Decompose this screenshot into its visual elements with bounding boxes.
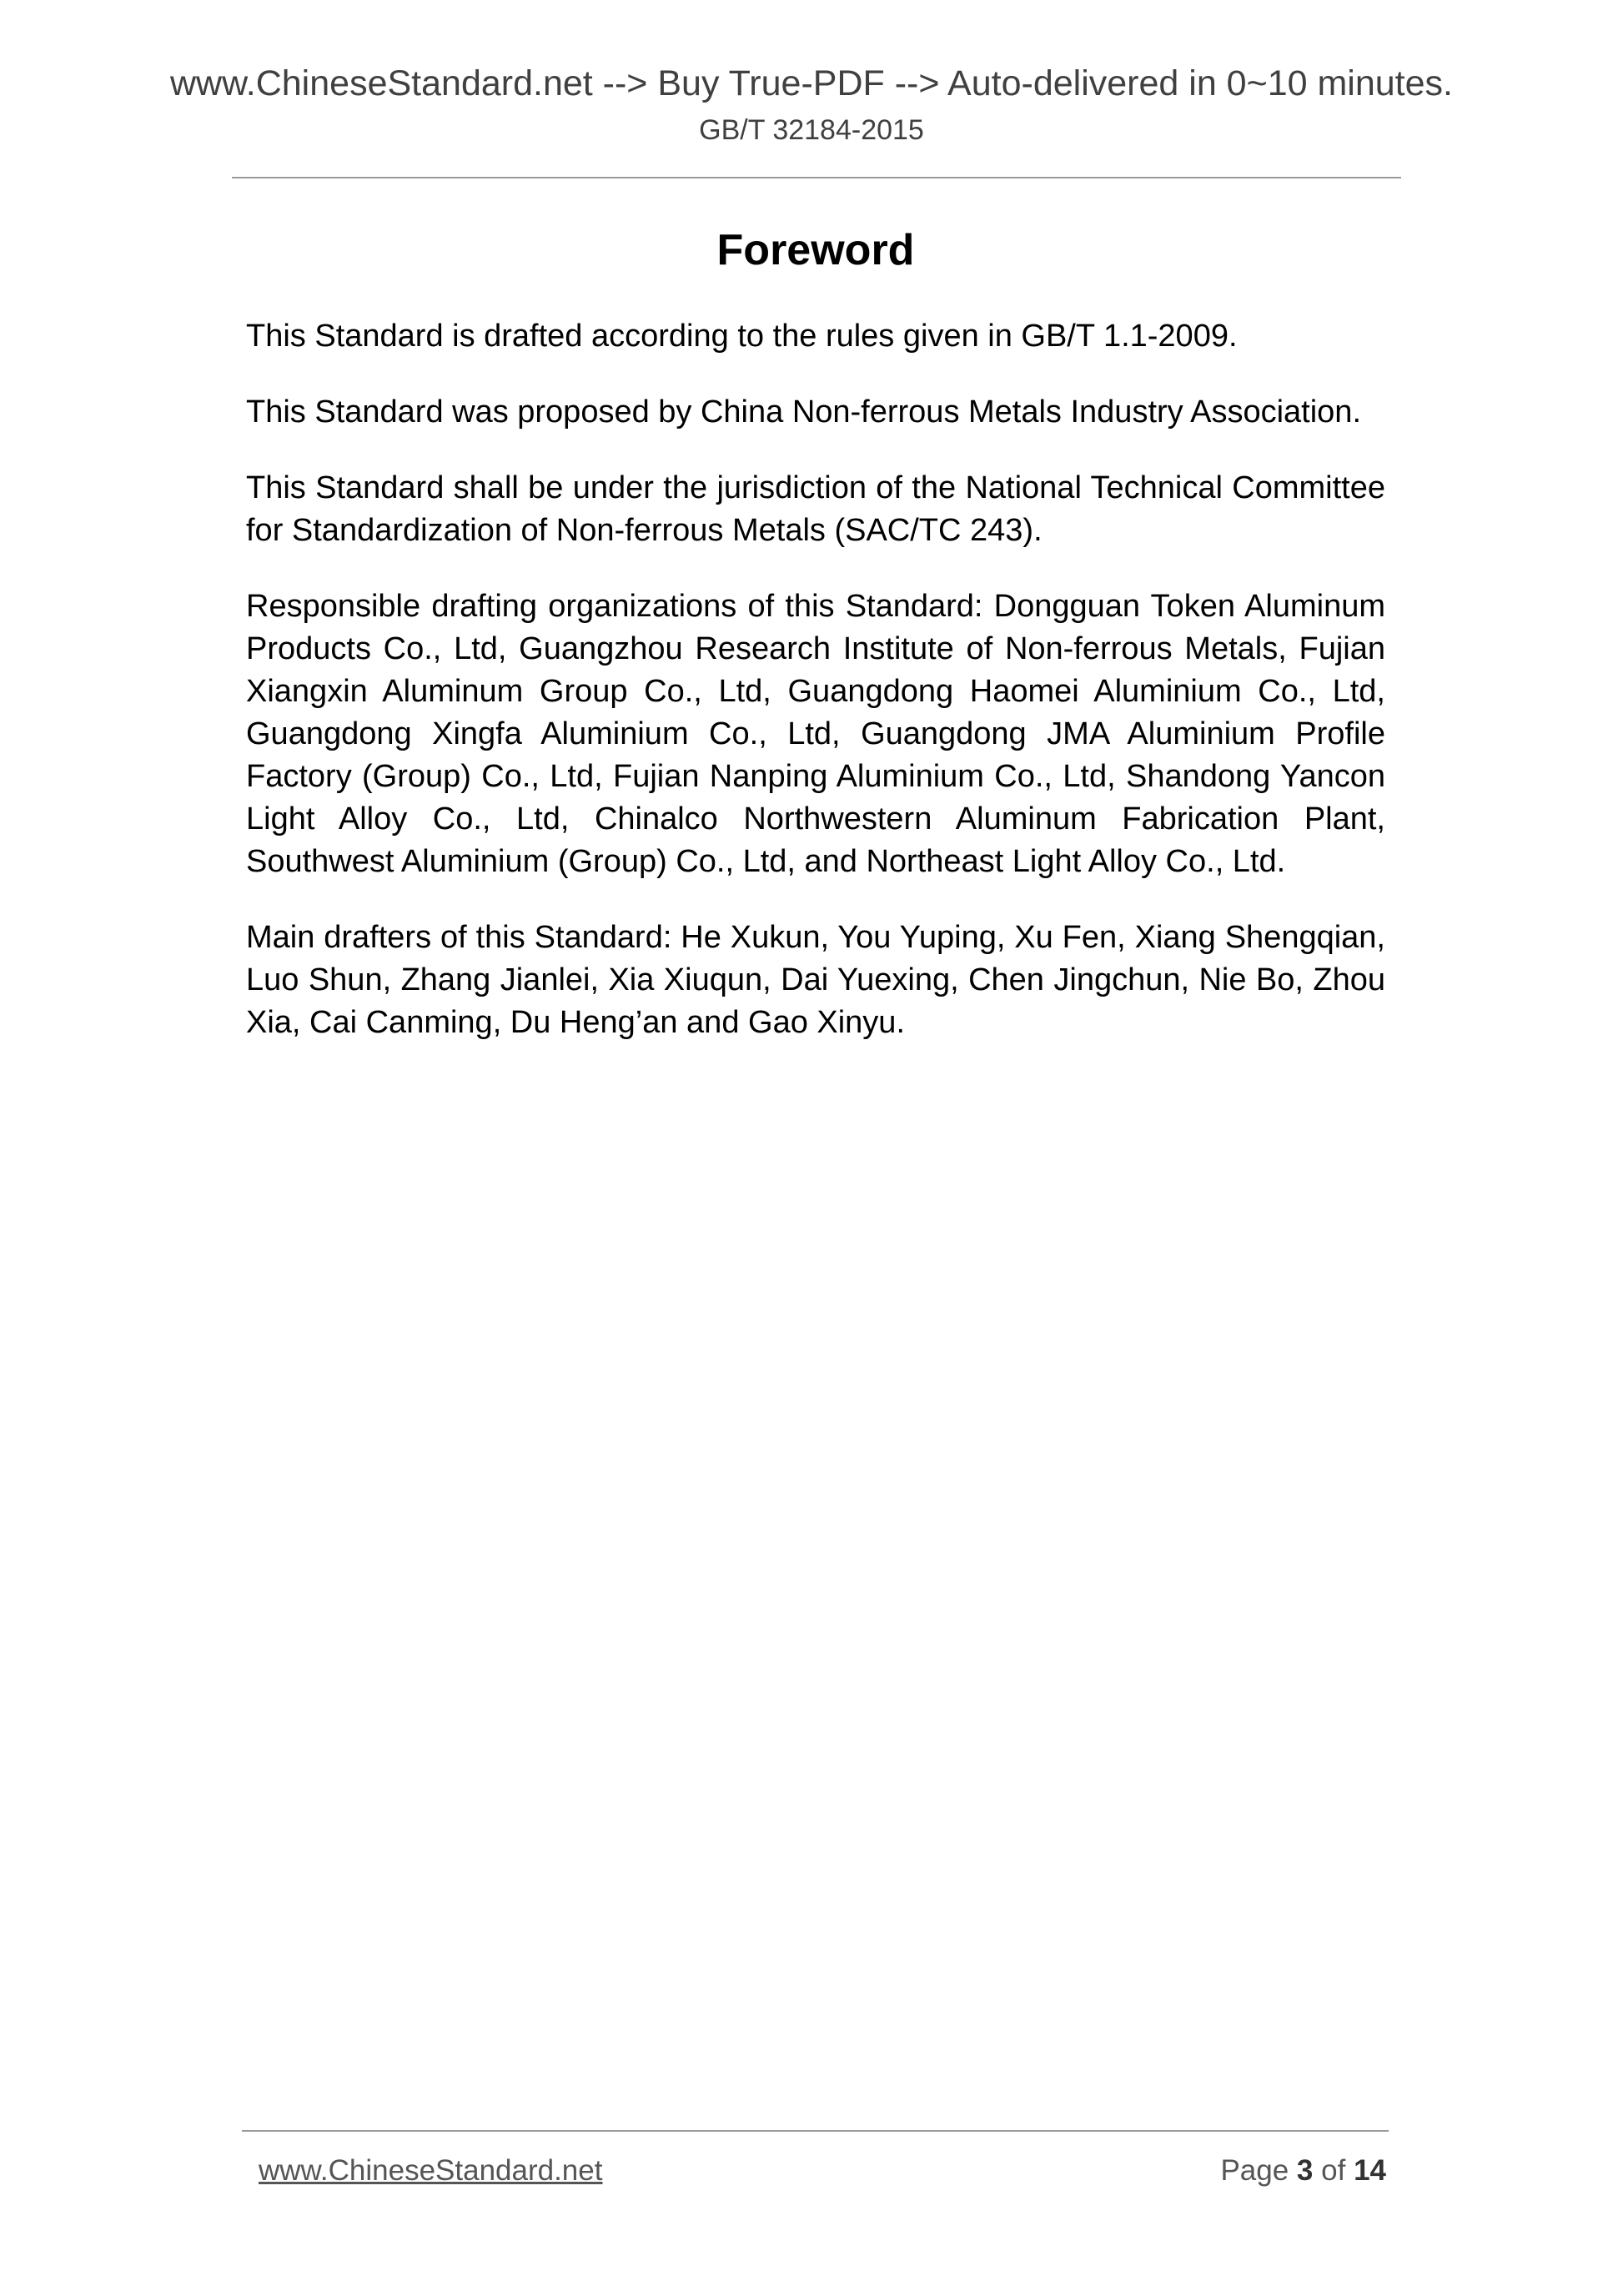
page-total: 14 (1354, 2154, 1386, 2187)
footer-divider (242, 2130, 1389, 2132)
section-title: Foreword (716, 226, 915, 274)
page-indicator (1220, 2150, 1386, 2192)
page-current: 3 (1296, 2154, 1314, 2187)
document-body (246, 224, 1385, 1078)
header-banner: www.ChineseStandard.net --> Buy True-PDF --> Auto-delivered in 0~10 minutes. (169, 63, 1453, 103)
paragraph-drafting-organizations: Responsible drafting organizations of this Standard: Dongguan Token Aluminum Products Co., Ltd, Guangzhou Research Institute of Non-ferrous Metals, Fujian Xiangxin Aluminum Group Co., Ltd, Guangdong Haomei Aluminium Co., Ltd, Guangdong Xingfa Aluminium Co., Ltd, Guangdong JMA Aluminium Profile Factory (Group) Co., Ltd, Fujian Nanping Aluminium Co., Ltd, Shandong Yancon Light Alloy Co., Ltd, Chinalco Northwestern Aluminum Fabrication Plant, Southwest Aluminium (Group) Co., Ltd, and Northeast Light Alloy Co., Ltd. (246, 589, 1385, 879)
paragraph-main-drafters: Main drafters of this Standard: He Xukun, You Yuping, Xu Fen, Xiang Shengqian, Luo Shun, Zhang Jianlei, Xia Xiuqun, Dai Yuexing, Chen Jingchun, Nie Bo, Zhou Xia, Cai Canming, Du Heng’an and Gao Xinyu. (246, 920, 1385, 1040)
page-prefix: Page (1220, 2154, 1289, 2187)
paragraph-drafting-rules: This Standard is drafted according to the rules given in GB/T 1.1-2009. (246, 319, 1238, 354)
footer-website-link[interactable]: www.ChineseStandard.net (259, 2154, 603, 2187)
page-of: of (1321, 2154, 1346, 2187)
paragraph-proposer: This Standard was proposed by China Non-ferrous Metals Industry Association. (246, 394, 1361, 430)
paragraph-jurisdiction: This Standard shall be under the jurisdiction of the National Technical Committee for Standardization of Non-ferrous Metals (SAC/TC 243). (246, 470, 1385, 548)
page-footer (259, 2150, 1386, 2192)
document-number: GB/T 32184-2015 (699, 114, 924, 146)
header-divider (232, 177, 1401, 178)
page-header (0, 62, 1623, 148)
